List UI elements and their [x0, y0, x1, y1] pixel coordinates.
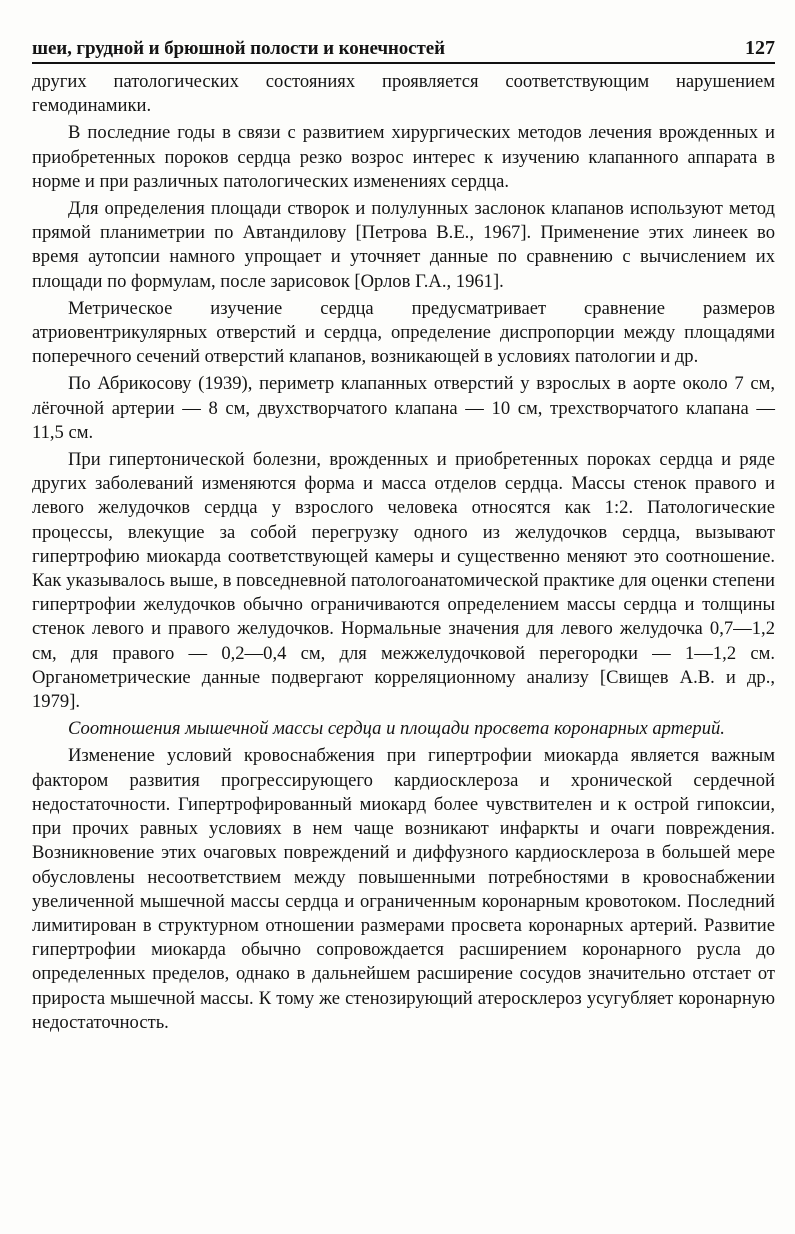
page-header — [32, 30, 775, 64]
paragraph: По Абрикосову (1939), периметр клапанных отверстий у взрослых в аорте около 7 см, лёгочной артерии — 8 см, двухстворчатого клапана — 10 см, трехстворчатого клапана — 11,5 см. — [32, 373, 775, 443]
paragraph: Метрическое изучение сердца предусматривает сравнение размеров атриовентрикулярных отверстий и сердца, определение диспропорции между площадями поперечного сечений отверстий клапанов, возникающей в условиях патологии и др. — [32, 297, 775, 368]
page-body — [32, 70, 775, 1038]
page-number: 127 — [745, 37, 775, 59]
paragraph: В последние годы в связи с развитием хирургических методов лечения врожденных и приобретенных пороков сердца резко возрос интерес к изучению клапанного аппарата в норме и при различных патологических изменениях сердца. — [32, 122, 775, 192]
paragraph: При гипертонической болезни, врожденных и приобретенных пороках сердца и ряде других заболеваний изменяются форма и масса отделов сердца. Массы стенок правого и левого желудочков сердца у взрослого человека относятся как 1:2. Патологические процессы, влекущие за собой перегрузку одного из желудочков сердца, вызывают гипертрофию миокарда соответствующей камеры и существенно меняют это соотношение. Как указывалось выше, в повседневной патологоанатомической практике для оценки степени гипертрофии желудочков обычно ограничиваются определением массы сердца и толщины стенок левого и правого желудочков. Нормальные значения для левого желудочка 0,7—1,2 см, для правого — 0,2—0,4 см, для межжелудочковой перегородки — 1—1,2 см. Органометрические данные подвергают корреляционному анализу [Свищев А.В. и др., 1979]. — [32, 449, 775, 713]
paragraph: Изменение условий кровоснабжения при гипертрофии миокарда является важным фактором развития прогрессирующего кардиосклероза и хронической сердечной недостаточности. Гипертрофированный миокард более чувствителен и к острой гипоксии, при прочих равных условиях в нем чаще возникают инфаркты и очаги повреждения. Возникновение этих очаговых повреждений и диффузного кардиосклероза в большей мере обусловлены несоответствием между повышенными потребностями в кровоснабжении увеличенной мышечной массы сердца и ограниченным коронарным кровотоком. Последний лимитирован в структурном отношении размерами просвета коронарных артерий. Развитие гипертрофии миокарда обычно сопровождается расширением коронарного русла до определенных пределов, однако в дальнейшем расширение сосудов значительно отстает от прироста мышечной массы. К тому же стенозирующий атеросклероз усугубляет коронарную недостаточность. — [32, 745, 775, 1033]
section-subheading: Соотношения мышечной массы сердца и площади просвета коронарных артерий. — [68, 718, 725, 740]
paragraph: Для определения площади створок и полулунных заслонок клапанов используют метод прямой планиметрии по Автандилову [Петрова В.Е., 1967]. Применение этих линеек во время аутопсии намного упрощает и уточняет данные по сравнению с вычислением их площади по формулам, после зарисовок [Орлов Г.А., 1961]. — [32, 198, 775, 292]
running-title: шеи, грудной и брюшной полости и конечностей — [32, 38, 445, 59]
paragraph-continuation: других патологических состояниях проявляется соответствующим нарушением гемодинамики. — [32, 71, 775, 117]
